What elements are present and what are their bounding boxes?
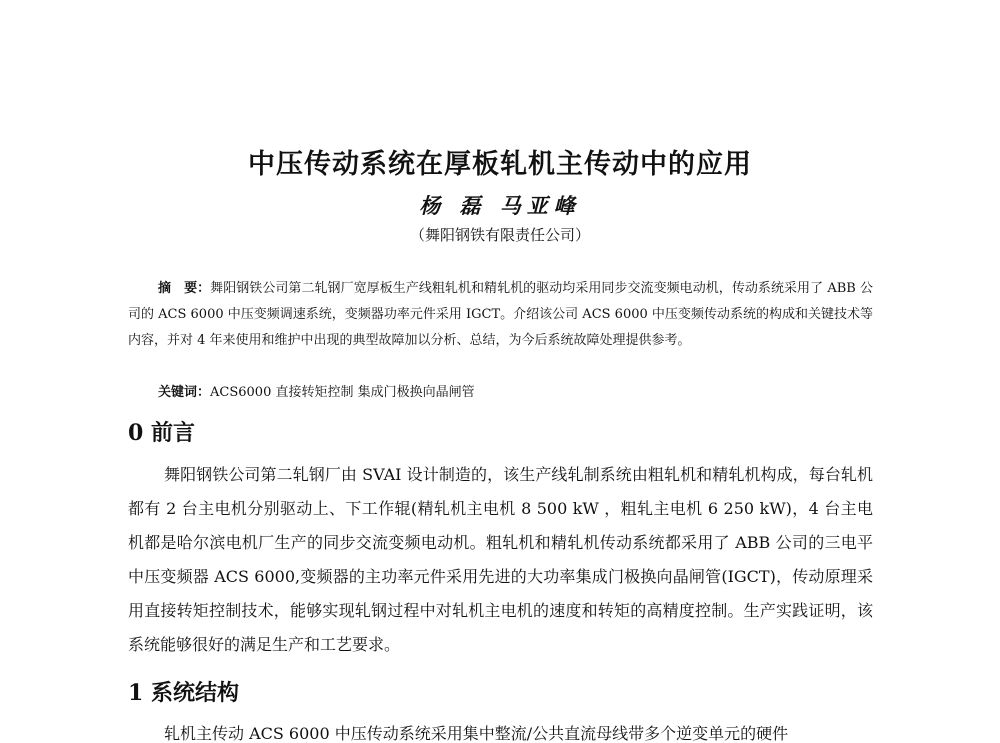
paper-title: 中压传动系统在厚板轧机主传动中的应用	[248, 149, 752, 180]
affiliation: （舞阳钢铁有限责任公司）	[409, 226, 590, 244]
abstract	[128, 276, 873, 354]
abstract-label: 摘 要：	[158, 281, 211, 296]
keywords-label: 关键词：	[158, 385, 211, 400]
section-heading-system-structure: 1 系统结构	[128, 680, 239, 706]
section-paragraph-system-structure: 轧机主传动 ACS 6000 中压传动系统采用集中整流/公共直流母线带多个逆变单元的硬件	[164, 724, 789, 743]
keywords-text: ACS6000 直接转矩控制 集成门极换向晶闸管	[210, 385, 475, 400]
authors: 杨 磊 马亚峰	[419, 193, 581, 218]
keywords	[158, 380, 873, 406]
section-paragraph-introduction: 舞阳钢铁公司第二轧钢厂由 SVAI 设计制造的，该生产线轧制系统由粗轧机和精轧机构成，每台轧机都有 2 台主电机分别驱动上、下工作辊(精轧机主电机 8 500 kW ，粗轧主电机 6 250 kW)，4 台主电机都是哈尔滨电机厂生产的同步交流变频电动机。粗轧机和精轧机传动系统都采用了 ABB 公司的三电平中压变频器 ACS 6000,变频器的主功率元件采用先进的大功率集成门极换向晶闸管(IGCT)，传动原理采用直接转矩控制技术，能够实现轧钢过程中对轧机主电机的速度和转矩的高精度控制。生产实践证明，该系统能够很好的满足生产和工艺要求。	[128, 465, 873, 654]
abstract-text: 舞阳钢铁公司第二轧钢厂宽厚板生产线粗轧机和精轧机的驱动均采用同步交流变频电动机，传动系统采用了 ABB 公司的 ACS 6000 中压变频调速系统，变频器功率元件采用 IGCT。介绍该公司 ACS 6000 中压变频传动系统的构成和关键技术等内容，并对 4 年来使用和维护中出现的典型故障加以分析、总结，为今后系统故障处理提供参考。	[128, 281, 873, 348]
section-heading-introduction: 0 前言	[128, 420, 195, 446]
